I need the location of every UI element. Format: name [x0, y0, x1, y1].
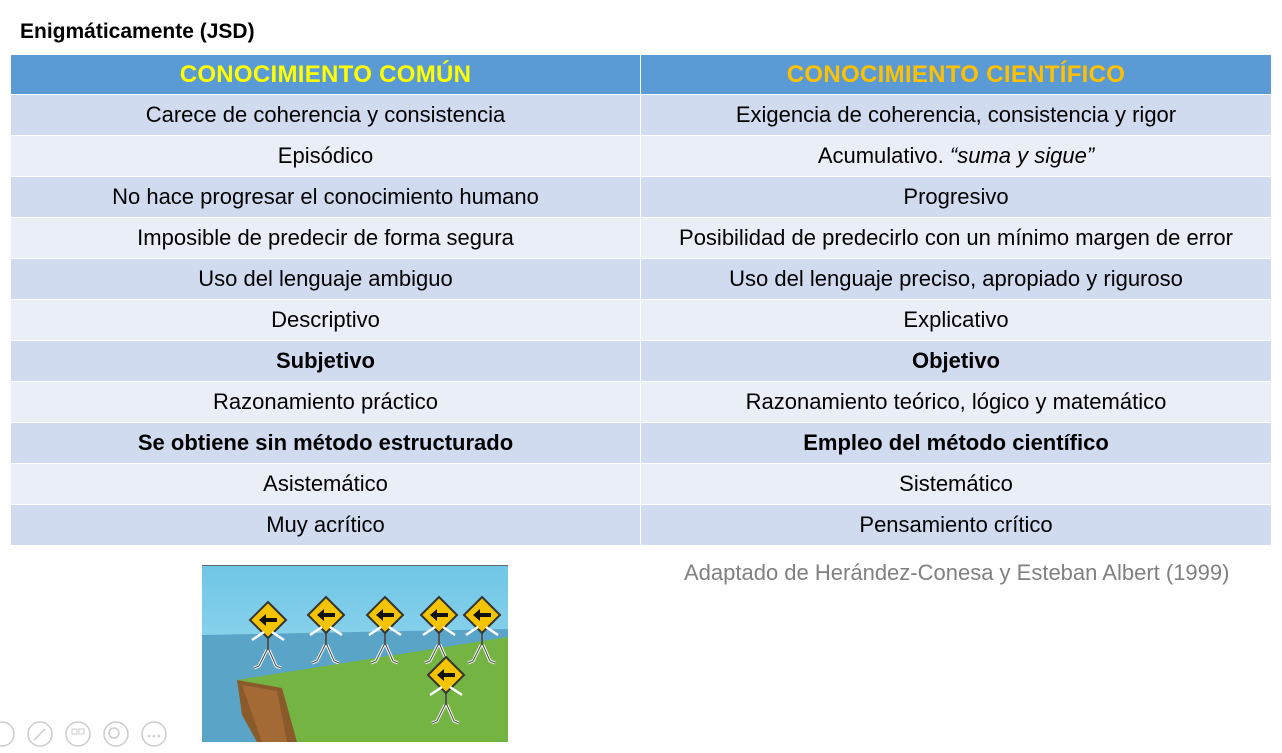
table-row	[11, 505, 1272, 546]
cell-cientifico: Pensamiento crítico	[641, 505, 1272, 546]
table-row	[11, 259, 1272, 300]
cell-cientifico: Objetivo	[641, 341, 1272, 382]
cell-cientifico	[641, 136, 1272, 177]
cell-cientifico: Sistemático	[641, 464, 1272, 505]
cell-cientifico-text: Acumulativo.	[817, 143, 944, 168]
table-row	[11, 464, 1272, 505]
slideshow-toolbar	[0, 718, 180, 748]
pen-icon[interactable]	[28, 722, 52, 746]
table-row	[11, 218, 1272, 259]
cell-comun: Uso del lenguaje ambiguo	[11, 259, 641, 300]
play-icon[interactable]	[0, 722, 14, 746]
cell-comun: Episódico	[11, 136, 641, 177]
cell-cientifico: Exigencia de coherencia, consistencia y rigor	[641, 95, 1272, 136]
grid-icon[interactable]	[66, 722, 90, 746]
citation: Adaptado de Herández-Conesa y Esteban Albert (1999)	[684, 560, 1230, 585]
cell-comun: Se obtiene sin método estructurado	[11, 423, 641, 464]
header-conocimiento-comun: CONOCIMIENTO COMÚN	[11, 55, 641, 95]
cell-cientifico: Explicativo	[641, 300, 1272, 341]
table-row	[11, 177, 1272, 218]
table-row	[11, 136, 1272, 177]
header-conocimiento-cientifico: CONOCIMIENTO CIENTÍFICO	[641, 55, 1272, 95]
cell-comun: Imposible de predecir de forma segura	[11, 218, 641, 259]
comparison-table	[10, 54, 1272, 546]
table-header-row	[11, 55, 1272, 95]
cell-comun: Razonamiento práctico	[11, 382, 641, 423]
cartoon-image	[202, 565, 508, 742]
table-row	[11, 95, 1272, 136]
cell-comun: Descriptivo	[11, 300, 641, 341]
zoom-icon[interactable]	[104, 722, 128, 746]
table-row	[11, 341, 1272, 382]
cell-cientifico: Uso del lenguaje preciso, apropiado y riguroso	[641, 259, 1272, 300]
cell-cientifico-quote: “suma y sigue”	[949, 143, 1095, 168]
cell-cientifico: Razonamiento teórico, lógico y matemático	[641, 382, 1272, 423]
cell-comun: No hace progresar el conocimiento humano	[11, 177, 641, 218]
table-row	[11, 382, 1272, 423]
more-icon[interactable]	[142, 722, 166, 746]
cell-comun: Asistemático	[11, 464, 641, 505]
cell-cientifico: Posibilidad de predecirlo con un mínimo margen de error	[641, 218, 1272, 259]
cell-comun: Muy acrítico	[11, 505, 641, 546]
page-title: Enigmáticamente (JSD)	[20, 20, 255, 43]
cell-cientifico: Empleo del método científico	[641, 423, 1272, 464]
table-row	[11, 300, 1272, 341]
table-row	[11, 423, 1272, 464]
cell-comun: Carece de coherencia y consistencia	[11, 95, 641, 136]
cell-comun: Subjetivo	[11, 341, 641, 382]
cell-cientifico: Progresivo	[641, 177, 1272, 218]
